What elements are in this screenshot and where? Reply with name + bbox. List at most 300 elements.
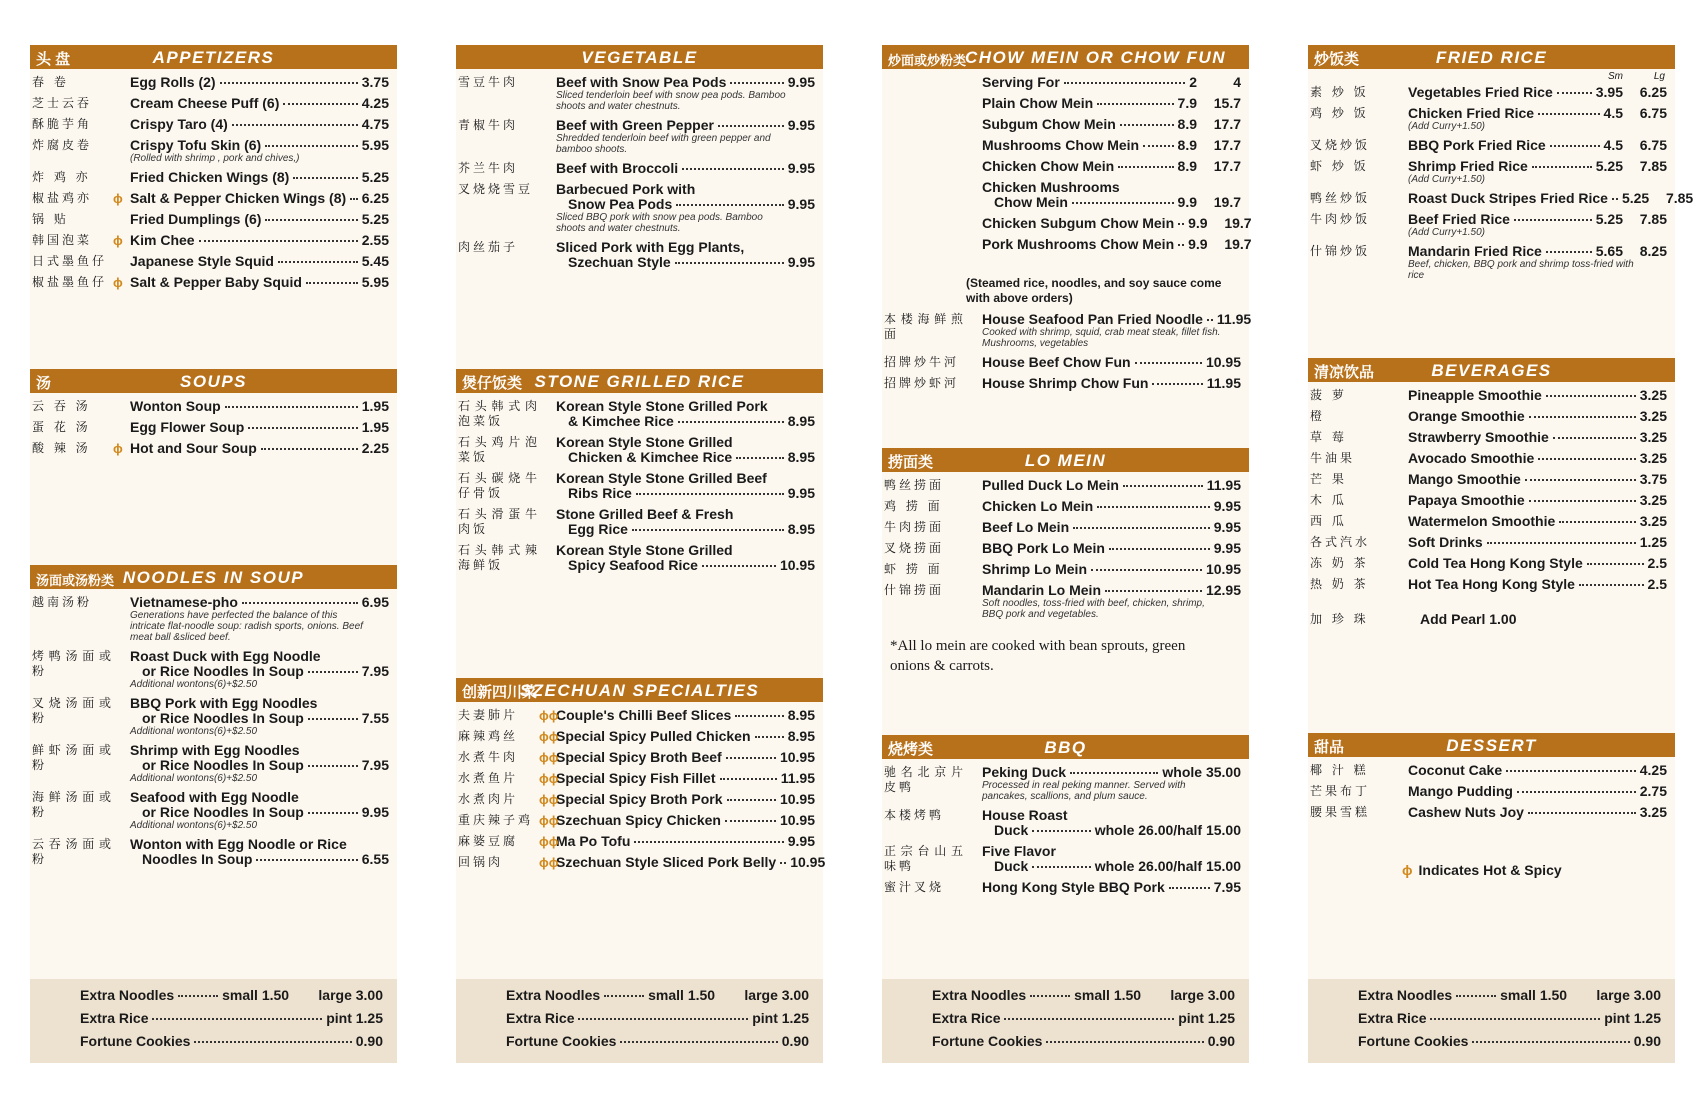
extra-noodles-small: small 1.50 bbox=[222, 987, 290, 1003]
item-zh-name: 芥兰牛肉 bbox=[458, 161, 519, 175]
dot-leader bbox=[1579, 584, 1644, 586]
footer-row-noodles bbox=[1358, 987, 1661, 1010]
dot-leader bbox=[727, 799, 776, 801]
item-zh-name: 椒盐墨鱼仔 bbox=[32, 275, 108, 289]
dot-leader bbox=[736, 457, 784, 459]
item-price: 5.25 bbox=[1595, 211, 1623, 227]
item-list bbox=[30, 393, 397, 456]
dot-leader bbox=[194, 1041, 351, 1043]
item-name: BBQ Pork Fried Rice bbox=[1408, 137, 1546, 153]
dot-leader bbox=[1135, 362, 1202, 364]
item-zh-name: 肉丝茄子 bbox=[458, 240, 519, 254]
item-price: 1.95 bbox=[361, 419, 389, 435]
section-zh-title: 汤面或汤粉类 bbox=[36, 573, 115, 588]
item-zh-name: 蜜汁叉烧 bbox=[884, 880, 945, 894]
item-line bbox=[982, 117, 1241, 132]
extra-noodles-small: small 1.50 bbox=[1500, 987, 1568, 1003]
item-line bbox=[1408, 159, 1667, 174]
item-line bbox=[982, 541, 1241, 556]
list-item bbox=[456, 240, 823, 270]
item-zh-name: 夫妻肺片 bbox=[458, 708, 519, 722]
item-zh-name: 驰名北京片皮鸭 bbox=[884, 765, 966, 794]
item-name: Chicken Chow Mein bbox=[982, 158, 1115, 174]
item-price: 4.5 bbox=[1603, 105, 1623, 121]
dot-leader bbox=[1143, 145, 1173, 147]
footer-row-noodles bbox=[506, 987, 809, 1010]
vegetable-section bbox=[456, 45, 823, 276]
list-item bbox=[456, 834, 823, 849]
list-item bbox=[30, 212, 397, 227]
item-description: Soft noodles, toss-fried with beef, chicken, shrimp, BBQ pork and vegetables. bbox=[982, 598, 1205, 620]
item-line bbox=[1408, 472, 1667, 487]
list-item bbox=[882, 311, 1252, 349]
dot-leader bbox=[220, 82, 358, 84]
item-name: Serving For bbox=[982, 74, 1060, 90]
extra-noodles-large: large 3.00 bbox=[744, 987, 809, 1003]
item-list bbox=[456, 69, 823, 270]
item-price: 3.75 bbox=[1639, 471, 1667, 487]
extra-noodles-large: large 3.00 bbox=[1170, 987, 1235, 1003]
list-item bbox=[456, 729, 823, 744]
dot-leader bbox=[1105, 590, 1202, 592]
item-name: Mandarin Lo Mein bbox=[982, 582, 1101, 598]
item-price: 5.25 bbox=[361, 169, 389, 185]
item-description: (Add Curry+1.50) bbox=[1408, 174, 1485, 185]
item-line bbox=[982, 159, 1241, 174]
item-line bbox=[130, 711, 389, 726]
dot-leader bbox=[1557, 92, 1592, 94]
item-price: 6.95 bbox=[361, 594, 389, 610]
item-description: (Rolled with shrimp , pork and chives,) bbox=[130, 153, 300, 164]
item-name: Mushrooms Chow Mein bbox=[982, 137, 1140, 153]
item-name: Chicken & Kimchee Rice bbox=[568, 449, 733, 465]
item-zh-name: 越南汤粉 bbox=[32, 595, 93, 609]
section-header bbox=[882, 735, 1249, 759]
item-zh-name: 海鲜汤面或粉 bbox=[32, 790, 114, 819]
extra-noodles-small: small 1.50 bbox=[1074, 987, 1142, 1003]
dot-leader bbox=[1514, 219, 1592, 221]
section-title: CHOW MEIN OR CHOW FUN bbox=[965, 48, 1226, 67]
item-line bbox=[130, 664, 389, 679]
item-line bbox=[130, 420, 389, 435]
item-line bbox=[982, 96, 1241, 111]
item-description: Processed in real peking manner. Served with pancakes, scallions, and plum sauce. bbox=[982, 780, 1186, 802]
item-name: Special Spicy Fish Fillet bbox=[556, 770, 716, 786]
list-item bbox=[1308, 244, 1675, 281]
item-line bbox=[130, 212, 389, 227]
item-line bbox=[1408, 190, 1694, 206]
item-price-large: 19.7 bbox=[1224, 215, 1252, 231]
item-zh-name: 素 炒 饭 bbox=[1310, 85, 1369, 99]
dot-leader bbox=[265, 145, 358, 147]
list-item bbox=[882, 844, 1249, 874]
section-zh-title: 头 盘 bbox=[36, 51, 71, 68]
item-name: Egg Flower Soup bbox=[130, 419, 245, 435]
item-zh-name: 麻辣鸡丝 bbox=[458, 729, 519, 743]
extra-rice-price: pint 1.25 bbox=[1178, 1010, 1235, 1026]
dot-leader bbox=[578, 1018, 748, 1020]
item-price: 7.95 bbox=[361, 663, 389, 679]
size-labels bbox=[1308, 69, 1675, 83]
item-line bbox=[556, 486, 815, 501]
item-zh-name: 烤鸭汤面或粉 bbox=[32, 649, 114, 678]
item-zh-name: 叉烧烧雪豆 bbox=[458, 182, 534, 196]
add-pearl-text: Add Pearl 1.00 bbox=[1420, 611, 1517, 627]
dot-leader bbox=[1529, 500, 1636, 502]
list-item bbox=[30, 649, 397, 690]
item-name: Hong Kong Style BBQ Pork bbox=[982, 879, 1165, 895]
item-name: Szechuan Style bbox=[568, 254, 671, 270]
dot-leader bbox=[308, 765, 358, 767]
item-price: 3.25 bbox=[1639, 387, 1667, 403]
item-price: 10.95 bbox=[779, 749, 815, 765]
dot-leader bbox=[261, 448, 358, 450]
list-item bbox=[1308, 472, 1675, 487]
item-name: Watermelon Smoothie bbox=[1408, 513, 1556, 529]
item-zh-name: 热 奶 茶 bbox=[1310, 577, 1369, 591]
item-zh-name: 牛油果 bbox=[1310, 451, 1356, 465]
item-line bbox=[982, 215, 1252, 231]
list-item bbox=[882, 562, 1249, 577]
item-line bbox=[130, 852, 389, 867]
item-price: 2.5 bbox=[1647, 555, 1667, 571]
item-name: Ma Po Tofu bbox=[556, 833, 631, 849]
item-name: Wonton Soup bbox=[130, 398, 221, 414]
item-line bbox=[556, 729, 815, 744]
item-name: Special Spicy Broth Pork bbox=[556, 791, 723, 807]
item-price: 8.9 bbox=[1177, 116, 1197, 132]
item-name: Hot Tea Hong Kong Style bbox=[1408, 576, 1575, 592]
dot-leader bbox=[199, 240, 358, 242]
dot-leader bbox=[718, 125, 784, 127]
section-zh-title: 汤 bbox=[36, 375, 52, 392]
item-name: Chicken Mushrooms bbox=[982, 179, 1120, 195]
item-zh-name: 石头韩式肉泡菜饭 bbox=[458, 399, 540, 428]
item-zh-name: 本楼烤鸭 bbox=[884, 808, 945, 822]
section-title: FRIED RICE bbox=[1435, 48, 1548, 67]
bbq-section bbox=[882, 735, 1249, 901]
section-header bbox=[882, 45, 1249, 69]
item-name: Ribs Rice bbox=[568, 485, 632, 501]
size-small-label: Sm bbox=[1608, 71, 1623, 82]
list-item bbox=[30, 790, 397, 831]
fortune-cookies-price: 0.90 bbox=[781, 1033, 809, 1049]
item-line bbox=[556, 771, 815, 786]
item-line bbox=[556, 197, 815, 212]
list-item bbox=[456, 75, 823, 112]
item-price: 7.95 bbox=[361, 757, 389, 773]
item-price: 9.95 bbox=[1213, 498, 1241, 514]
list-item bbox=[882, 159, 1249, 174]
item-line bbox=[1408, 535, 1667, 550]
item-zh-name: 椒盐鸡亦 bbox=[32, 191, 93, 205]
item-zh-name: 正宗台山五味鸭 bbox=[884, 844, 966, 873]
dot-leader bbox=[1612, 198, 1618, 200]
item-line bbox=[982, 311, 1252, 327]
item-price: 5.95 bbox=[361, 274, 389, 290]
section-header bbox=[1308, 358, 1675, 382]
item-line bbox=[130, 233, 389, 248]
list-item bbox=[882, 96, 1249, 111]
item-zh-name: 椰 汁 糕 bbox=[1310, 763, 1369, 777]
item-name: Beef Fried Rice bbox=[1408, 211, 1510, 227]
footer-row-fortune-cookies bbox=[1358, 1033, 1661, 1056]
dot-leader bbox=[1030, 995, 1070, 997]
footer-extras bbox=[30, 979, 397, 1063]
item-name: Crispy Taro (4) bbox=[130, 116, 228, 132]
chili-icon: ϕϕ bbox=[539, 792, 559, 807]
item-zh-name: 石头鸡片泡菜饭 bbox=[458, 435, 540, 464]
item-line bbox=[556, 75, 815, 90]
dot-leader bbox=[1430, 1018, 1600, 1020]
section-zh-title: 清凉饮品 bbox=[1314, 364, 1375, 381]
legend-text: Indicates Hot & Spicy bbox=[1418, 862, 1562, 878]
dot-leader bbox=[1532, 166, 1592, 168]
item-line bbox=[982, 195, 1241, 210]
item-name: Plain Chow Mein bbox=[982, 95, 1094, 111]
dot-leader bbox=[350, 198, 358, 200]
item-name: Avocado Smoothie bbox=[1408, 450, 1535, 466]
item-description: Sliced BBQ pork with snow pea pods. Bamboo shoots and water chestnuts. bbox=[556, 212, 763, 234]
item-name: Cashew Nuts Joy bbox=[1408, 804, 1524, 820]
item-name: Mango Smoothie bbox=[1408, 471, 1521, 487]
item-price: 9.95 bbox=[787, 833, 815, 849]
dot-leader bbox=[1032, 830, 1090, 832]
item-line bbox=[130, 441, 389, 456]
list-item bbox=[882, 376, 1249, 391]
list-item bbox=[30, 254, 397, 269]
list-item bbox=[30, 441, 397, 456]
menu-column-3 bbox=[882, 45, 1252, 1063]
list-item bbox=[1308, 763, 1675, 778]
item-price: 5.45 bbox=[361, 253, 389, 269]
list-item bbox=[882, 75, 1249, 90]
section-header bbox=[456, 45, 823, 69]
list-item bbox=[1308, 85, 1675, 100]
list-item bbox=[30, 743, 397, 784]
list-item bbox=[30, 75, 397, 90]
list-item bbox=[30, 191, 397, 206]
item-name: Chicken Lo Mein bbox=[982, 498, 1094, 514]
item-name: Korean Style Stone Grilled Pork bbox=[556, 398, 768, 414]
stone-grilled-section bbox=[456, 369, 823, 579]
item-description: Sliced tenderloin beef with snow pea pods. Bamboo shoots and water chestnuts. bbox=[556, 90, 786, 112]
list-item bbox=[30, 837, 397, 867]
footer-row-fortune-cookies bbox=[80, 1033, 383, 1056]
section-title: SZECHUAN SPECIALTIES bbox=[519, 681, 760, 700]
fortune-cookies-price: 0.90 bbox=[355, 1033, 383, 1049]
dot-leader bbox=[152, 1018, 322, 1020]
item-price-large: 7.85 bbox=[1639, 211, 1667, 227]
item-name: Pineapple Smoothie bbox=[1408, 387, 1542, 403]
item-price: 3.25 bbox=[1639, 513, 1667, 529]
dot-leader bbox=[632, 529, 784, 531]
item-line bbox=[556, 255, 815, 270]
item-line bbox=[982, 520, 1241, 535]
list-item bbox=[1308, 409, 1675, 424]
item-name: Vegetables Fried Rice bbox=[1408, 84, 1553, 100]
item-line bbox=[1408, 493, 1667, 508]
dot-leader bbox=[308, 671, 358, 673]
dot-leader bbox=[1559, 521, 1635, 523]
item-price-large: 19.7 bbox=[1224, 236, 1252, 252]
item-name: Noodles In Soup bbox=[142, 851, 253, 867]
item-line bbox=[1408, 244, 1667, 259]
item-name: Orange Smoothie bbox=[1408, 408, 1525, 424]
item-price: 4.25 bbox=[1639, 762, 1667, 778]
footer-extras bbox=[882, 979, 1249, 1063]
item-price: 9.95 bbox=[1213, 540, 1241, 556]
item-name: Barbecued Pork with bbox=[556, 181, 696, 197]
item-line bbox=[556, 792, 815, 807]
list-item bbox=[30, 696, 397, 737]
item-name: Mango Pudding bbox=[1408, 783, 1513, 799]
dot-leader bbox=[1546, 251, 1592, 253]
item-price: 5.95 bbox=[361, 137, 389, 153]
item-line bbox=[1408, 106, 1667, 121]
dot-leader bbox=[1487, 542, 1636, 544]
dot-leader bbox=[1587, 563, 1644, 565]
item-price-large: 17.7 bbox=[1213, 158, 1241, 174]
dot-leader bbox=[1073, 527, 1210, 529]
dot-leader bbox=[1072, 202, 1174, 204]
item-line bbox=[556, 708, 815, 723]
fortune-cookies-price: 0.90 bbox=[1207, 1033, 1235, 1049]
item-line bbox=[130, 254, 389, 269]
dot-leader bbox=[1118, 166, 1173, 168]
item-zh-name: 水煮肉片 bbox=[458, 792, 519, 806]
dot-leader bbox=[1046, 1041, 1203, 1043]
item-zh-name: 芒 果 bbox=[1310, 472, 1347, 486]
item-price: 10.95 bbox=[1205, 354, 1241, 370]
item-name: Shrimp with Egg Noodles bbox=[130, 742, 300, 758]
item-price: 9.95 bbox=[787, 160, 815, 176]
dot-leader bbox=[1528, 812, 1636, 814]
dot-leader bbox=[265, 219, 357, 221]
item-name: Korean Style Stone Grilled Beef bbox=[556, 470, 767, 486]
list-item bbox=[882, 478, 1249, 493]
dot-leader bbox=[702, 565, 776, 567]
item-line bbox=[1408, 784, 1667, 799]
list-item bbox=[882, 138, 1249, 153]
item-name: Shrimp Fried Rice bbox=[1408, 158, 1528, 174]
item-price: 3.25 bbox=[1639, 408, 1667, 424]
item-line bbox=[1408, 430, 1667, 445]
section-header bbox=[1308, 733, 1675, 757]
section-header bbox=[30, 369, 397, 393]
section-title: BEVERAGES bbox=[1431, 361, 1552, 380]
dot-leader bbox=[1120, 124, 1174, 126]
footer-row-extra-rice bbox=[80, 1010, 383, 1033]
item-zh-name: 韩国泡菜 bbox=[32, 233, 93, 247]
item-price: whole 26.00/half 15.00 bbox=[1094, 822, 1241, 838]
item-zh-name: 加 珍 珠 bbox=[1310, 612, 1369, 626]
item-zh-name: 各式汽水 bbox=[1310, 535, 1371, 549]
item-zh-name: 西 瓜 bbox=[1310, 514, 1347, 528]
item-name: Korean Style Stone Grilled bbox=[556, 434, 733, 450]
list-item bbox=[456, 543, 823, 573]
dot-leader bbox=[1207, 319, 1213, 321]
menu-column-1 bbox=[30, 45, 397, 1063]
list-item bbox=[1308, 556, 1675, 571]
chili-icon: ϕϕ bbox=[539, 708, 559, 723]
item-name: BBQ Pork Lo Mein bbox=[982, 540, 1105, 556]
item-name: Beef with Snow Pea Pods bbox=[556, 74, 727, 90]
list-item bbox=[1308, 212, 1675, 238]
list-item bbox=[882, 236, 1252, 252]
footer-row-extra-rice bbox=[932, 1010, 1235, 1033]
item-price: 5.65 bbox=[1595, 243, 1623, 259]
item-line bbox=[556, 450, 815, 465]
extra-rice-price: pint 1.25 bbox=[326, 1010, 383, 1026]
item-name: Kim Chee bbox=[130, 232, 195, 248]
item-name: Mandarin Fried Rice bbox=[1408, 243, 1542, 259]
extra-noodles-small: small 1.50 bbox=[648, 987, 716, 1003]
item-zh-name: 雪豆牛肉 bbox=[458, 75, 519, 89]
list-item bbox=[456, 399, 823, 429]
dot-leader bbox=[1553, 437, 1636, 439]
footer-row-fortune-cookies bbox=[506, 1033, 809, 1056]
item-description: Additional wontons(6)+$2.50 bbox=[130, 820, 258, 831]
item-description: (Add Curry+1.50) bbox=[1408, 121, 1485, 132]
list-item bbox=[882, 765, 1249, 802]
item-zh-name: 菠 萝 bbox=[1310, 388, 1347, 402]
item-name: Roast Duck with Egg Noodle bbox=[130, 648, 321, 664]
item-price: 9.9 bbox=[1177, 194, 1197, 210]
item-line bbox=[982, 880, 1241, 895]
item-zh-name: 春 卷 bbox=[32, 75, 69, 89]
item-price-large: 8.25 bbox=[1639, 243, 1667, 259]
item-line bbox=[982, 355, 1241, 370]
item-zh-name: 重庆辣子鸡 bbox=[458, 813, 534, 827]
item-zh-name: 酸 辣 汤 bbox=[32, 441, 91, 455]
item-line bbox=[130, 191, 389, 206]
item-zh-name: 麻婆豆腐 bbox=[458, 834, 519, 848]
list-item bbox=[882, 808, 1249, 838]
item-line bbox=[1408, 388, 1667, 403]
item-name: Vietnamese-pho bbox=[130, 594, 238, 610]
item-price: 2.25 bbox=[361, 440, 389, 456]
extra-noodles-large: large 3.00 bbox=[1596, 987, 1661, 1003]
item-price: 3.25 bbox=[1639, 429, 1667, 445]
section-header bbox=[456, 678, 823, 702]
dot-leader bbox=[306, 282, 358, 284]
item-description: Additional wontons(6)+$2.50 bbox=[130, 726, 258, 737]
item-name: Seafood with Egg Noodle bbox=[130, 789, 299, 805]
item-name: Wonton with Egg Noodle or Rice bbox=[130, 836, 347, 852]
dot-leader bbox=[676, 204, 784, 206]
section-title: BBQ bbox=[1044, 738, 1087, 757]
item-name: BBQ Pork with Egg Noodles bbox=[130, 695, 318, 711]
item-line bbox=[556, 414, 815, 429]
dot-leader bbox=[720, 778, 777, 780]
list-item bbox=[1308, 388, 1675, 403]
item-zh-name: 鸭丝炒饭 bbox=[1310, 191, 1371, 205]
item-price: 2 bbox=[1189, 74, 1197, 90]
list-item bbox=[882, 180, 1249, 210]
item-zh-name: 叉烧炒饭 bbox=[1310, 138, 1371, 152]
item-zh-name: 回锅肉 bbox=[458, 855, 504, 869]
section-zh-title: 炒饭类 bbox=[1314, 51, 1360, 68]
dot-leader bbox=[634, 841, 783, 843]
item-price: 6.25 bbox=[361, 190, 389, 206]
item-zh-name: 芝士云吞 bbox=[32, 96, 93, 110]
list-item bbox=[456, 118, 823, 155]
item-zh-name: 虾 捞 面 bbox=[884, 562, 943, 576]
list-item bbox=[30, 275, 397, 290]
fortune-cookies-label: Fortune Cookies bbox=[1358, 1033, 1469, 1049]
item-name: Szechuan Style Sliced Pork Belly bbox=[556, 854, 777, 870]
